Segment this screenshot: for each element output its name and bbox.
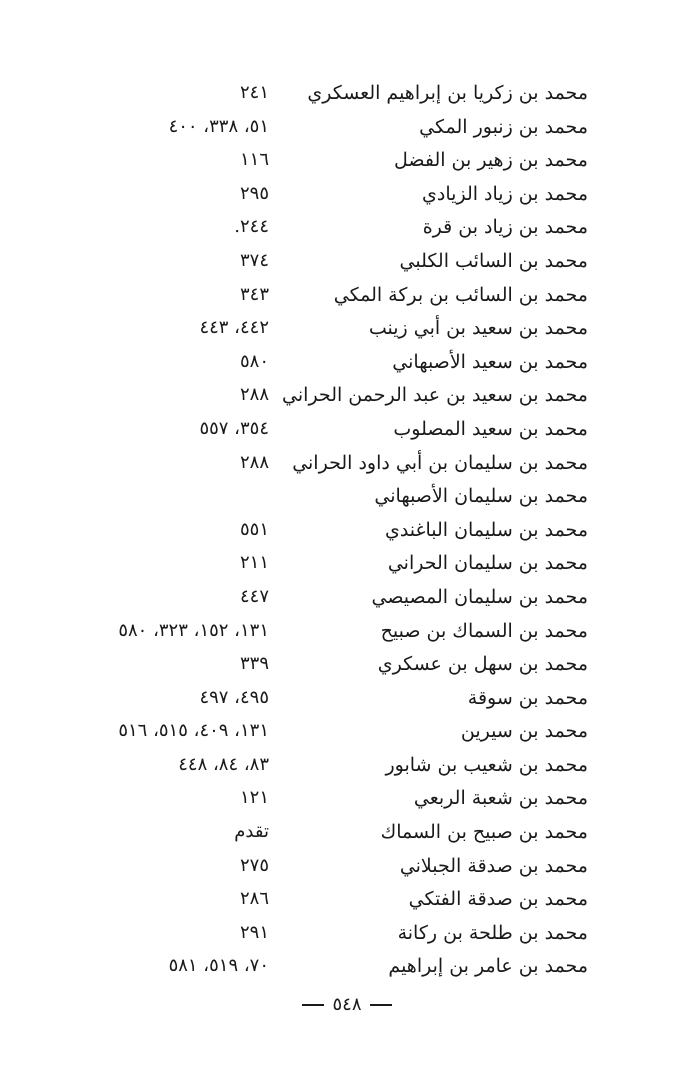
entry-pages: ٧٠، ٥١٩، ٥٨١ [168,955,269,977]
entry-pages: ٣٣٩ [239,653,269,675]
index-entry [0,179,694,213]
index-entry [0,78,694,112]
index-entry [0,414,694,448]
entry-name: محمد بن عامر بن إبراهيم [388,955,588,978]
entry-pages: ٢٨٦ [239,888,269,910]
entry-name: محمد بن زياد بن قرة [422,216,588,239]
entry-pages: ٥١، ٣٣٨، ٤٠٠ [168,115,269,137]
index-entry [0,347,694,381]
entry-pages: ٢٤٤. [234,216,269,238]
entry-pages: تقدم [234,821,269,843]
entry-name: محمد بن صدقة الفتكي [408,888,588,911]
entry-pages: ٥٨٠ [239,350,269,372]
entry-name: محمد بن سليمان الأصبهاني [374,485,588,508]
entry-name: محمد بن زنبور المكي [419,115,588,138]
index-entry [0,616,694,650]
entry-pages: ٢٨٨ [239,384,269,406]
entry-name: محمد بن سعيد الأصبهاني [392,350,588,373]
entry-name: محمد بن زياد الزيادي [422,182,588,205]
footer-dash-left [302,1004,324,1006]
index-entry [0,112,694,146]
index-entry [0,448,694,482]
entry-name: محمد بن سعيد بن أبي زينب [368,317,588,340]
entry-name: محمد بن سليمان المصيصي [371,585,588,608]
page-footer [0,994,694,1015]
index-entry [0,884,694,918]
entry-pages: ٤٤٢، ٤٤٣ [199,317,269,339]
entry-pages: ٢٧٥ [239,854,269,876]
index-list [0,78,694,985]
entry-name: محمد بن شعبة الربعي [413,787,588,810]
entry-pages: ٢٩١ [239,921,269,943]
entry-pages: ١٣١، ١٥٢، ٣٢٣، ٥٨٠ [118,619,269,641]
index-entry [0,851,694,885]
entry-name: محمد بن زهير بن الفضل [393,149,588,172]
index-entry [0,515,694,549]
entry-pages: ٢٩٥ [239,182,269,204]
entry-name: محمد بن سليمان الباغندي [384,518,588,541]
index-entry [0,951,694,985]
index-entry [0,246,694,280]
entry-name: محمد بن سعيد المصلوب [393,417,588,440]
entry-pages: ١١٦ [239,149,269,171]
entry-name: محمد بن السائب الكلبي [399,249,588,272]
entry-name: محمد بن سهل بن عسكري [377,653,588,676]
entry-pages: ٢١١ [239,552,269,574]
footer-dash-right [370,1004,392,1006]
entry-pages: ٢٤١ [239,82,269,103]
entry-pages: ٨٣، ٨٤، ٤٤٨ [178,753,269,775]
index-entry [0,582,694,616]
index-entry [0,783,694,817]
index-entry [0,716,694,750]
index-entry [0,683,694,717]
entry-name: محمد بن سليمان بن أبي داود الحراني [292,451,588,474]
entry-name: محمد بن طلحة بن ركانة [397,921,588,944]
index-entry [0,918,694,952]
index-entry [0,212,694,246]
entry-pages: ٣٥٤، ٥٥٧ [199,417,269,439]
entry-name: محمد بن سيرين [460,720,588,743]
index-entry [0,380,694,414]
entry-name: محمد بن صبيح بن السماك [380,821,588,844]
entry-pages: ٥٥١ [239,518,269,540]
entry-name: محمد بن صدقة الجبلاني [399,854,588,877]
index-entry [0,649,694,683]
entry-name: محمد بن شعيب بن شابور [385,753,588,776]
entry-name: محمد بن السائب بن بركة المكي [333,283,588,306]
entry-pages: ٤٤٧ [239,585,269,607]
page-number: ٥٤٨ [332,994,362,1015]
entry-pages: ٣٤٣ [239,283,269,305]
index-entry [0,481,694,515]
entry-pages: ١٣١، ٤٠٩، ٥١٥، ٥١٦ [118,720,269,742]
entry-name: محمد بن زكريا بن إبراهيم العسكري [307,82,588,104]
entry-pages: ١٢١ [239,787,269,809]
entry-name: محمد بن سعيد بن عبد الرحمن الحراني [282,384,588,407]
index-entry [0,145,694,179]
entry-name: محمد بن سوقة [467,686,588,709]
index-entry [0,313,694,347]
index-entry [0,817,694,851]
entry-name: محمد بن السماك بن صبيح [380,619,588,642]
index-entry [0,548,694,582]
entry-pages: ٤٩٥، ٤٩٧ [199,686,269,708]
index-entry [0,280,694,314]
entry-name: محمد بن سليمان الحراني [387,552,588,575]
entry-pages: ٣٧٤ [239,249,269,271]
entry-pages: ٢٨٨ [239,451,269,473]
index-entry [0,750,694,784]
